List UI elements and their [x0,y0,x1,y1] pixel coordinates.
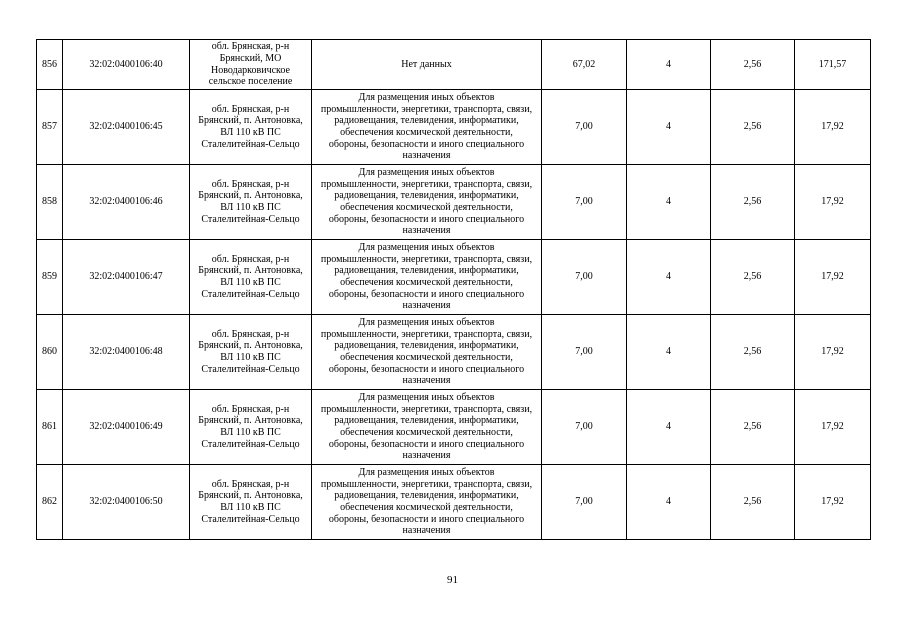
purpose-line: назначения [402,225,451,237]
address-line: Сталелитейная-Сельцо [201,288,300,300]
address-line: Сталелитейная-Сельцо [201,438,300,450]
address-line: Брянский, п. Антоновка, [198,265,303,277]
cadastral-number-cell: 32:02:0400106:50 [63,465,190,540]
purpose-line: обеспечения космической деятельности, [340,277,513,288]
purpose-line: назначения [402,450,451,462]
purpose-line: радиовещания, телевидения, информатики, [334,115,519,127]
purpose-line: Для размещения иных объектов [358,392,495,404]
address-line: сельское поселение [208,76,293,88]
table-row [37,40,871,90]
total-cell: 17,92 [795,465,871,540]
value-cell: 4 [627,40,711,90]
purpose-line: Для размещения иных объектов [358,242,495,254]
rate-cell: 2,56 [711,40,795,90]
row-number-cell: 862 [37,465,63,540]
address-line: Сталелитейная-Сельцо [201,213,300,225]
purpose-line: радиовещания, телевидения, информатики, [334,340,519,352]
address-line: ВЛ 110 кВ ПС [220,127,281,138]
land-plots-table [36,39,871,540]
address-line: ВЛ 110 кВ ПС [220,352,281,363]
address-line: Сталелитейная-Сельцо [201,363,300,375]
purpose-line: промышленности, энергетики, транспорта, связи, [320,478,533,490]
table-row [37,165,871,240]
area-cell: 7,00 [542,240,627,315]
page-number: 91 [447,574,458,586]
cadastral-number-cell: 32:02:0400106:45 [63,90,190,165]
row-number-cell: 856 [37,40,63,90]
address-line: Брянский, п. Антоновка, [198,415,303,427]
purpose-line: обороны, безопасности и иного специального [328,438,525,450]
area-cell: 7,00 [542,390,627,465]
address-cell [190,240,312,315]
row-number-cell: 861 [37,390,63,465]
purpose-cell [312,165,542,240]
table-row [37,240,871,315]
address-line: обл. Брянская, р-н [211,41,290,53]
purpose-line: радиовещания, телевидения, информатики, [334,415,519,427]
purpose-line: промышленности, энергетики, транспорта, связи, [320,253,533,265]
purpose-line: обороны, безопасности и иного специального [328,288,525,300]
address-line: ВЛ 110 кВ ПС [220,202,281,213]
total-cell: 171,57 [795,40,871,90]
purpose-line: промышленности, энергетики, транспорта, связи, [320,178,533,190]
value-cell: 4 [627,465,711,540]
purpose-cell [312,90,542,165]
total-cell: 17,92 [795,90,871,165]
address-line: Брянский, МО [219,52,282,64]
cadastral-number-cell: 32:02:0400106:40 [63,40,190,90]
purpose-line: назначения [402,300,451,312]
value-cell: 4 [627,90,711,165]
address-line: обл. Брянская, р-н [211,103,290,115]
rate-cell: 2,56 [711,165,795,240]
address-line: ВЛ 110 кВ ПС [220,277,281,288]
rate-cell: 2,56 [711,240,795,315]
purpose-cell [312,465,542,540]
total-cell: 17,92 [795,390,871,465]
area-cell: 7,00 [542,165,627,240]
purpose-line: Для размещения иных объектов [358,167,495,179]
address-line: Брянский, п. Антоновка, [198,190,303,202]
purpose-line: назначения [402,525,451,537]
purpose-line: обеспечения космической деятельности, [340,427,513,438]
address-cell [190,90,312,165]
purpose-cell [312,40,542,90]
address-line: обл. Брянская, р-н [211,478,290,490]
address-line: ВЛ 110 кВ ПС [220,502,281,513]
table-row [37,315,871,390]
total-cell: 17,92 [795,165,871,240]
address-cell [190,165,312,240]
purpose-cell [312,315,542,390]
purpose-line: Нет данных [401,58,452,70]
cadastral-number-cell: 32:02:0400106:46 [63,165,190,240]
purpose-line: Для размещения иных объектов [358,317,495,329]
address-line: Сталелитейная-Сельцо [201,138,300,150]
area-cell: 67,02 [542,40,627,90]
purpose-line: обороны, безопасности и иного специального [328,138,525,150]
table-body [37,40,871,540]
address-cell [190,40,312,90]
row-number-cell: 860 [37,315,63,390]
purpose-line: обороны, безопасности и иного специального [328,213,525,225]
purpose-line: назначения [402,375,451,387]
address-line: ВЛ 110 кВ ПС [220,427,281,438]
purpose-line: радиовещания, телевидения, информатики, [334,190,519,202]
address-line: Сталелитейная-Сельцо [201,513,300,525]
address-cell [190,315,312,390]
purpose-line: обеспечения космической деятельности, [340,202,513,213]
area-cell: 7,00 [542,90,627,165]
address-line: обл. Брянская, р-н [211,178,290,190]
area-cell: 7,00 [542,465,627,540]
address-cell [190,465,312,540]
purpose-line: промышленности, энергетики, транспорта, связи, [320,103,533,115]
cadastral-number-cell: 32:02:0400106:49 [63,390,190,465]
table-row [37,465,871,540]
rate-cell: 2,56 [711,390,795,465]
total-cell: 17,92 [795,240,871,315]
value-cell: 4 [627,165,711,240]
area-cell: 7,00 [542,315,627,390]
cadastral-number-cell: 32:02:0400106:48 [63,315,190,390]
value-cell: 4 [627,315,711,390]
rate-cell: 2,56 [711,465,795,540]
value-cell: 4 [627,390,711,465]
rate-cell: 2,56 [711,315,795,390]
address-line: обл. Брянская, р-н [211,328,290,340]
table-row [37,90,871,165]
purpose-line: радиовещания, телевидения, информатики, [334,265,519,277]
purpose-line: обеспечения космической деятельности, [340,502,513,513]
value-cell: 4 [627,240,711,315]
row-number-cell: 859 [37,240,63,315]
address-line: Брянский, п. Антоновка, [198,115,303,127]
address-line: обл. Брянская, р-н [211,403,290,415]
purpose-line: Для размещения иных объектов [358,92,495,104]
purpose-line: назначения [402,150,451,162]
row-number-cell: 858 [37,165,63,240]
purpose-cell [312,240,542,315]
address-line: Брянский, п. Антоновка, [198,340,303,352]
address-line: Брянский, п. Антоновка, [198,490,303,502]
row-number-cell: 857 [37,90,63,165]
purpose-line: радиовещания, телевидения, информатики, [334,490,519,502]
address-line: обл. Брянская, р-н [211,253,290,265]
purpose-line: обороны, безопасности и иного специального [328,363,525,375]
table-row [37,390,871,465]
purpose-line: промышленности, энергетики, транспорта, связи, [320,403,533,415]
cadastral-number-cell: 32:02:0400106:47 [63,240,190,315]
total-cell: 17,92 [795,315,871,390]
address-line: Новодарковичское [211,64,290,76]
purpose-line: промышленности, энергетики, транспорта, связи, [320,328,533,340]
rate-cell: 2,56 [711,90,795,165]
purpose-line: обеспечения космической деятельности, [340,127,513,138]
address-cell [190,390,312,465]
purpose-line: обеспечения космической деятельности, [340,352,513,363]
purpose-cell [312,390,542,465]
purpose-line: обороны, безопасности и иного специального [328,513,525,525]
purpose-line: Для размещения иных объектов [358,467,495,479]
